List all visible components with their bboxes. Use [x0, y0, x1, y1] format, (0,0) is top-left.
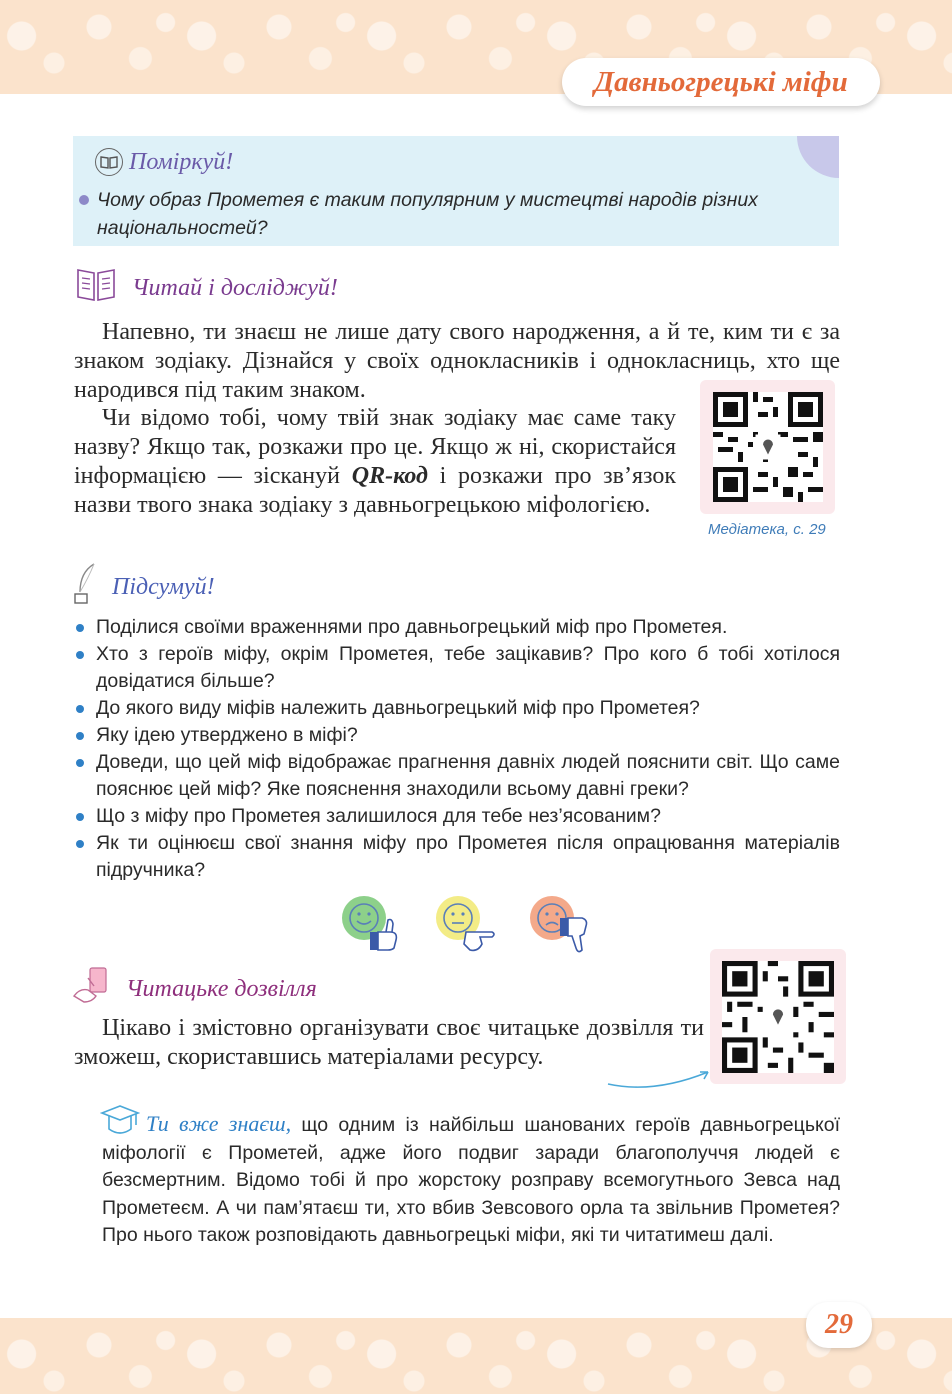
qr-code-reference: QR-код	[351, 463, 428, 489]
sad-thumbs-down-icon	[530, 896, 587, 952]
read-title: Читай і досліджуй!	[132, 275, 338, 301]
qr-code-mediateka[interactable]	[700, 380, 835, 514]
happy-thumbs-up-icon	[342, 896, 396, 950]
summary-list	[74, 614, 840, 884]
think-box	[73, 136, 839, 246]
think-question: Чому образ Прометея є таким популярним у мистецтві народів різних національностей?	[83, 186, 823, 242]
open-book-icon	[74, 266, 118, 311]
neutral-pointing-icon	[436, 896, 494, 950]
qr-caption: Медіатека, с. 29	[708, 521, 826, 538]
qr-code-resource[interactable]	[710, 949, 846, 1084]
leisure-paragraph: Цікаво і змістовно організувати своє читацьке дозвілля ти зможеш, скориставшись матеріалами ресурсу.	[74, 1015, 704, 1070]
arrow-to-qr-icon	[604, 1058, 714, 1092]
list-item: Хто з героїв міфу, окрім Прометея, тебе зацікавив? Про кого б тобі хотілося довідатися більше?	[74, 641, 840, 695]
list-item: Яку ідею утверджено в міфі?	[74, 722, 840, 749]
read-heading	[74, 266, 338, 311]
quill-ink-icon	[72, 562, 98, 613]
read-paragraph-2: Чи відомо тобі, чому твій знак зодіаку має саме таку назву? Якщо так, розкажи про це. Якщо ж ні, скористайся інформацією — зіскануй QR-код і розкажи про зв’язок назви твого знака зодіаку з давньогрецькою міфологією.	[74, 405, 677, 518]
list-item: Що з міфу про Прометея залишилося для тебе нез’ясованим?	[74, 803, 840, 830]
self-assessment-emojis	[340, 892, 608, 962]
leisure-heading	[72, 966, 317, 1013]
book-icon	[95, 148, 123, 176]
think-heading	[95, 148, 233, 176]
corner-decoration	[797, 136, 839, 178]
list-item: Доведи, що цей міф відображає прагнення давніх людей пояснити світ. Що саме пояснює цей міф? Яке пояснення знаходили всьому давні греки?	[74, 749, 840, 803]
read-paragraph-1: Напевно, ти знаєш не лише дату свого народження, а й те, ким ти є за знаком зодіаку. Дізнайся у своїх однокласників і однокласниць, хто ще народився під таким знаком.	[74, 319, 840, 403]
list-item: До якого виду міфів належить давньогрецький міф про Прометея?	[74, 695, 840, 722]
think-title: Поміркуй!	[129, 148, 234, 175]
chapter-title: Давньогрецькі міфи	[562, 58, 880, 106]
qr-code-icon	[713, 392, 823, 502]
list-item: Як ти оцінюєш свої знання міфу про Прометея після опрацювання матеріалів підручника?	[74, 830, 840, 884]
summary-heading	[72, 562, 215, 613]
page-number: 29	[806, 1302, 872, 1348]
already-know-paragraph: Ти вже знаєш, що одним із найбільш шанованих героїв давньогрецької міфології є Прометей, адже його подвиг заради благополуччя людей є безсмертним. Відомо тобі й про жорстоку розправу всемогутнього Зевса над Прометеєм. А чи пам’ятаєш ти, хто вбив Зевсового орла та звільнив Прометея? Про нього також розповідають давньогрецькі міфи, які ти читатимеш далі.	[102, 1111, 840, 1246]
already-know-lead: Ти вже знаєш,	[146, 1111, 292, 1136]
list-item: Поділися своїми враженнями про давньогрецький міф про Прометея.	[74, 614, 840, 641]
summary-title: Підсумуй!	[112, 574, 215, 600]
qr-code-icon	[722, 961, 834, 1073]
leisure-title: Читацьке дозвілля	[126, 976, 317, 1002]
tablet-hand-icon	[72, 966, 112, 1013]
